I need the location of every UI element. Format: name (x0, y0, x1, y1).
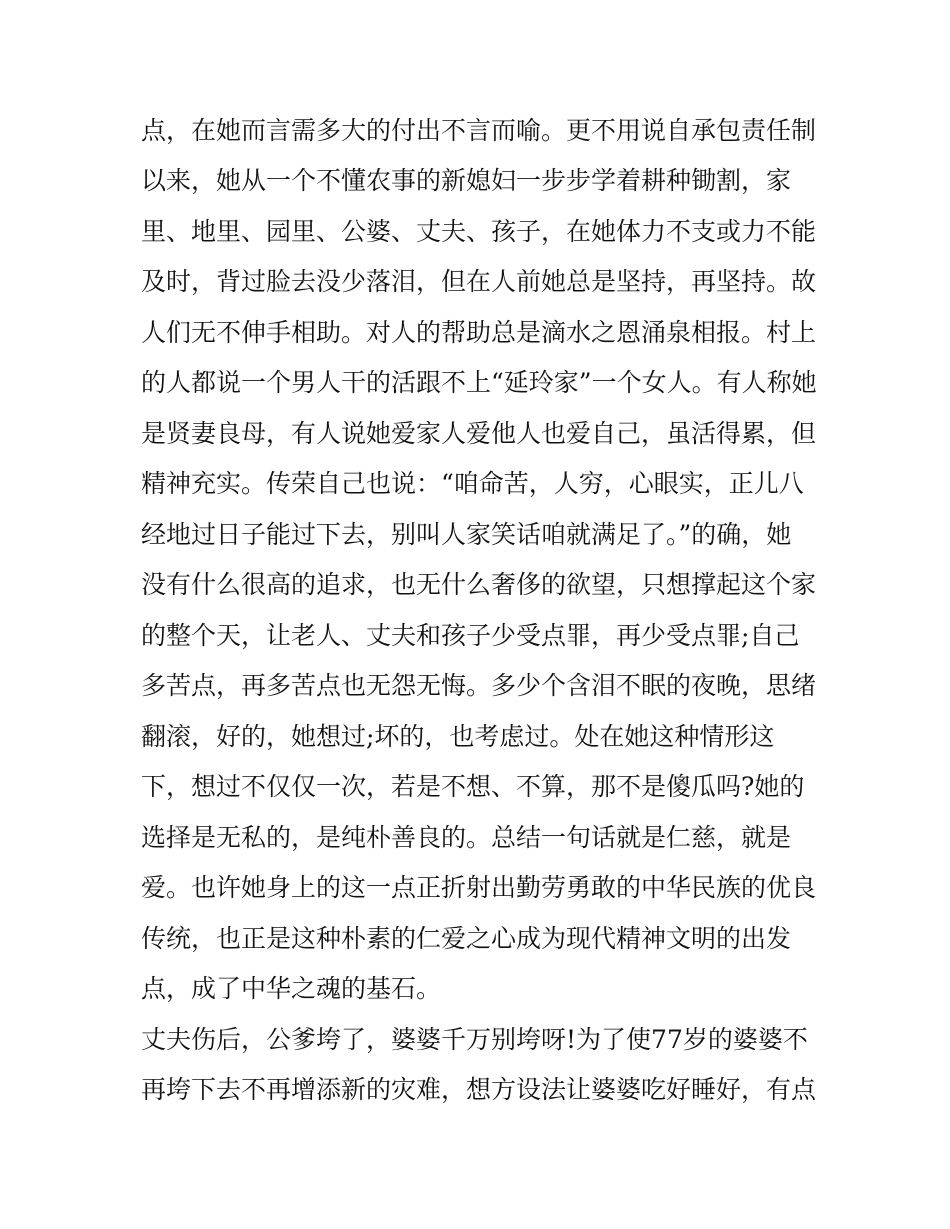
text-line-10: 没有什么很高的追求，也无什么奢侈的欲望，只想撑起这个家 (141, 570, 817, 599)
text-line-2: 以来，她从一个不懂农事的新媳妇一步步学着耕种锄割，家 (141, 166, 792, 195)
text-line-19: 丈夫伤后，公爹垮了，婆婆千万别垮呀!为了使77岁的婆婆不 (141, 1025, 808, 1054)
text-line-14: 下，想过不仅仅一次，若是不想、不算，那不是傻瓜吗?她的 (141, 772, 805, 801)
text-line-4: 及时，背过脸去没少落泪，但在人前她总是坚持，再坚持。故 (141, 267, 817, 296)
text-line-17: 传统，也正是这种朴素的仁爱之心成为现代精神文明的出发 (141, 924, 792, 953)
text-line-1: 点，在她而言需多大的付出不言而喻。更不用说自承包责任制 (141, 116, 817, 145)
text-line-15: 选择是无私的，是纯朴善良的。总结一句话就是仁慈，就是 (141, 823, 792, 852)
text-line-13: 翻滚，好的，她想过;坏的，也考虑过。处在她这种情形这 (141, 722, 775, 751)
text-line-18: 点，成了中华之魂的基石。 (141, 974, 442, 1003)
text-line-6: 的人都说一个男人干的活跟不上“延玲家”一个女人。有人称她 (141, 368, 817, 397)
text-line-9: 经地过日子能过下去，别叫人家笑话咱就满足了。”的确，她 (141, 520, 792, 549)
text-line-20: 再垮下去不再增添新的灾难，想方设法让婆婆吃好睡好，有点 (141, 1075, 817, 1104)
text-line-16: 爱。也许她身上的这一点正折射出勤劳勇敢的中华民族的优良 (141, 873, 817, 902)
text-line-12: 多苦点，再多苦点也无怨无悔。多少个含泪不眠的夜晚，思绪 (141, 671, 817, 700)
text-line-11: 的整个天，让老人、丈夫和孩子少受点罪，再少受点罪;自己 (141, 621, 800, 650)
text-line-5: 人们无不伸手相助。对人的帮助总是滴水之恩涌泉相报。村上 (141, 318, 817, 347)
text-line-3: 里、地里、园里、公婆、丈夫、孩子，在她体力不支或力不能 (141, 217, 817, 246)
text-line-7: 是贤妻良母，有人说她爱家人爱他人也爱自己，虽活得累，但 (141, 419, 817, 448)
text-line-8: 精神充实。传荣自己也说：“咱命苦，人穷，心眼实，正儿八 (141, 469, 804, 498)
